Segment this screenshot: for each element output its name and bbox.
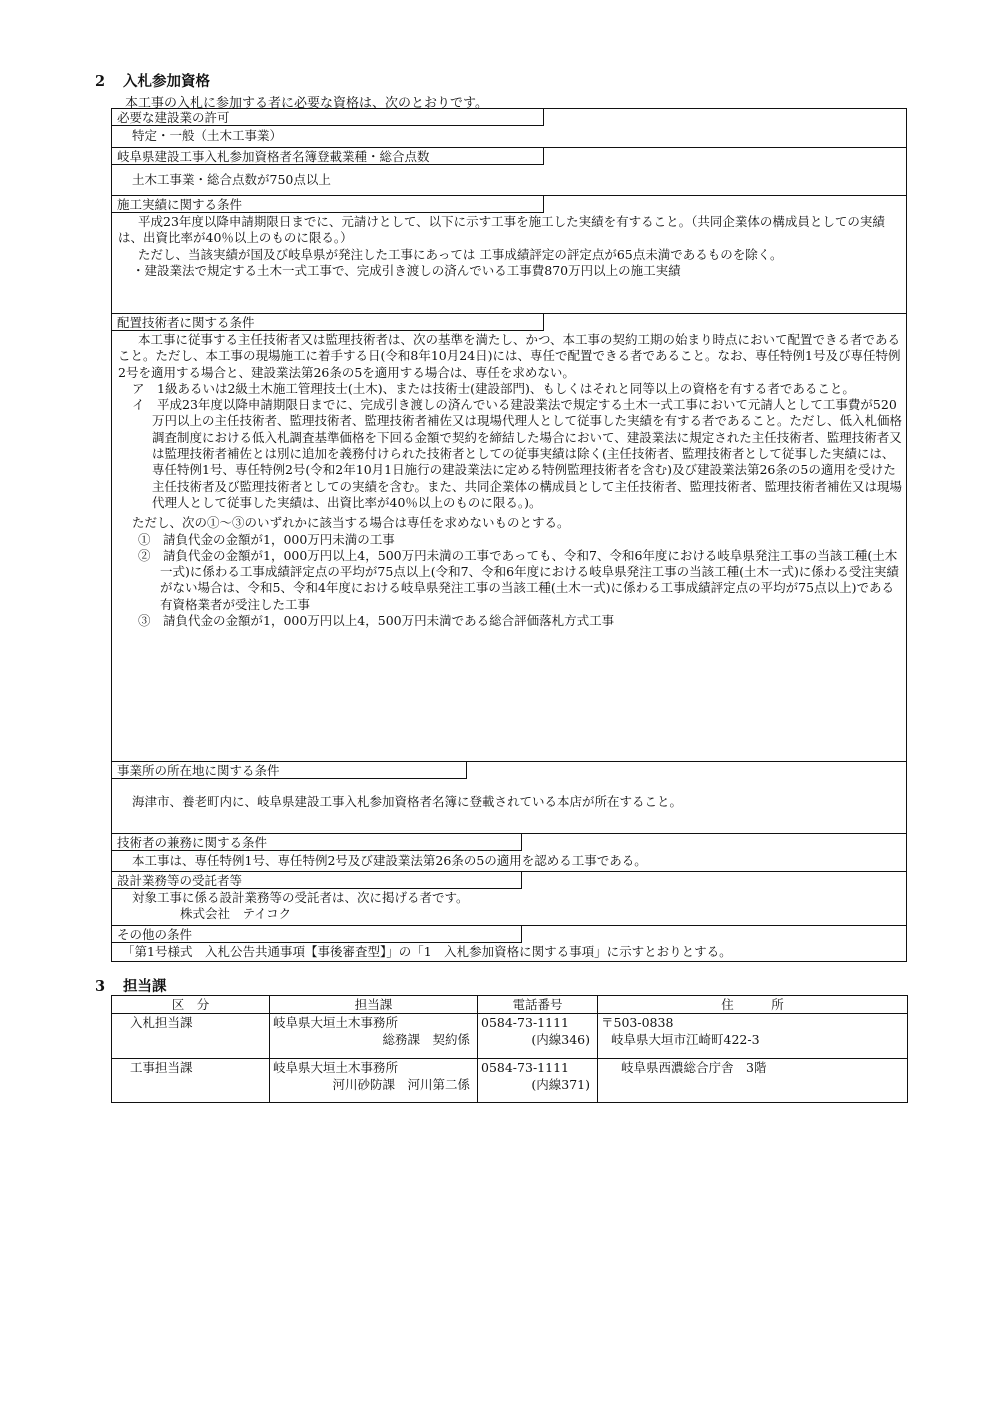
phone-extension: (内線371) xyxy=(531,1076,590,1092)
block-label: 必要な建設業の許可 xyxy=(112,109,544,126)
engineer-paragraph: 本工事に従事する主任技術者又は監理技術者は、次の基準を満たし、かつ、本工事の契約工期の始まり時点において配置できる者であること。ただし、本工事の現場施工に着手する日(令和8年10月24日)には、専任で配置できる者であること。なお、専任特例1号及び専任特例2号を適用する場合と、建設業法第26条の5を適用する場合は、専任を求めない。 xyxy=(118,332,901,380)
qualifications-box xyxy=(111,108,907,962)
address-cell xyxy=(598,1014,908,1059)
address-cell xyxy=(598,1058,908,1103)
block-text: 土木工事業・総合点数が750点以上 xyxy=(132,172,331,187)
block-text: 「第1号様式 入札公告共通事項【事後審査型】」の「1 入札参加資格に関する事項」に示すとおりとする。 xyxy=(122,944,732,959)
section-intro: 本工事の入札に参加する者に必要な資格は、次のとおりです。 xyxy=(125,96,488,111)
engineer-item-a: ア 1級あるいは2級土木施工管理技士(土木)、または技術士(建設部門)、もしくはそれと同等以上の資格を有する者であること。 xyxy=(132,380,855,396)
header-department: 担当課 xyxy=(270,996,478,1014)
design-company: 株式会社 テイコク xyxy=(180,906,292,922)
block-text: 本工事は、専任特例1号、専任特例2号及び建設業法第26条の5の適用を認める工事である。 xyxy=(132,853,647,868)
phone-number: 0584-73-1111 xyxy=(481,1059,569,1075)
block-other xyxy=(112,925,906,963)
section-2-heading xyxy=(95,70,210,91)
header-address: 住 所 xyxy=(598,996,908,1014)
block-label: 配置技術者に関する条件 xyxy=(112,314,544,331)
block-license xyxy=(112,109,906,147)
block-label: 技術者の兼務に関する条件 xyxy=(112,834,522,851)
engineer-case-1: ① 請負代金の金額が1，000万円未満の工事 xyxy=(138,531,395,547)
header-phone: 電話番号 xyxy=(478,996,598,1014)
address-building: 岐阜県西濃総合庁舎 3階 xyxy=(621,1059,767,1075)
engineer-item-i: イ 平成23年度以降申請期限日までに、完成引き渡しの済んでいる建設業法で規定する土木一式工事において元請人として工事費が520万円以上の主任技術者、監理技術者、監理技術者補佐又は現場代理人として従事した実績を有する者であること。ただし、低入札価格調査制度における低入札調査基準価格を下回る金額で契約を締結した場合において、建設業法に規定された主任技術者、監理技術者又は監理技術者補佐とは別に追加を義務付けられた技術者としての従事実績は除く(主任技術者、監理技術者として従事した実績には、専任特例1号、専任特例2号(令和2年10月1日施行の建設業法に定める特例監理技術者を含む)及び建設業法第26条の5の適用を受けた主任技術者及び監理技術者としての実績を含む。また、共同企業体の構成員として主任技術者、監理技術者、監理技術者補佐又は現場代理人として従事した実績は、出資比率が40％以上のものに限る。)。 xyxy=(132,397,903,510)
department-cell xyxy=(270,1058,478,1103)
table-row xyxy=(112,1014,908,1059)
phone-number: 0584-73-1111 xyxy=(481,1015,569,1030)
section-number: 2 xyxy=(95,73,106,90)
department-office: 岐阜県大垣土木事務所 xyxy=(273,1015,399,1030)
section-title: 入札参加資格 xyxy=(123,73,210,90)
experience-requirement: ・建設業法で規定する土木一式工事で、完成引き渡しの済んでいる工事費870万円以上の施工実績 xyxy=(132,262,681,278)
section-3-heading xyxy=(95,975,167,996)
block-experience xyxy=(112,195,906,313)
experience-exception: ただし、当該実績が国及び岐阜県が発注した工事にあっては 工事成績評定の評定点が65点未満であるものを除く。 xyxy=(138,246,783,262)
department-section: 河川砂防課 河川第二係 xyxy=(332,1076,470,1092)
department-office: 岐阜県大垣土木事務所 xyxy=(273,1059,399,1075)
section-number: 3 xyxy=(95,978,106,995)
block-label: 岐阜県建設工事入札参加資格者名簿登載業種・総合点数 xyxy=(112,148,544,165)
engineer-exemption: ただし、次の①～③のいずれかに該当する場合は専任を求めないものとする。 xyxy=(132,515,570,531)
block-label: その他の条件 xyxy=(112,926,522,943)
category-cell: 入札担当課 xyxy=(112,1014,270,1059)
block-office xyxy=(112,761,906,833)
address-postal: 〒503-0838 xyxy=(601,1015,674,1030)
department-cell xyxy=(270,1014,478,1059)
block-text: 対象工事に係る設計業務等の受託者は、次に掲げる者です。 xyxy=(132,890,469,905)
header-category: 区 分 xyxy=(112,996,270,1014)
experience-paragraph: 平成23年度以降申請期限日までに、元請けとして、以下に示す工事を施工した実績を有すること。（共同企業体の構成員としての実績は、出資比率が40％以上のものに限る。） xyxy=(118,214,885,246)
phone-extension: (内線346) xyxy=(531,1032,590,1047)
address-extra xyxy=(601,1076,904,1093)
block-text: 特定・一般（土木工事業） xyxy=(132,128,283,143)
table-header-row xyxy=(112,996,908,1014)
address-street: 岐阜県大垣市江崎町422-3 xyxy=(611,1032,760,1047)
section-title: 担当課 xyxy=(123,978,167,995)
block-design xyxy=(112,871,906,925)
block-label: 設計業務等の受託者等 xyxy=(112,872,522,889)
department-section: 総務課 契約係 xyxy=(382,1032,470,1047)
phone-cell xyxy=(478,1058,598,1103)
block-engineer xyxy=(112,313,906,761)
block-label: 施工実績に関する条件 xyxy=(112,196,544,213)
block-label: 事業所の所在地に関する条件 xyxy=(112,762,467,779)
engineer-case-2: ② 請負代金の金額が1，000万円以上4，500万円未満の工事であっても、令和7、令和6年度における岐阜県発注工事の当該工種(土木一式)に係わる工事成績評定点の平均が75点以上(令和7、令和6年度における岐阜県発注工事の当該工種(土木一式)に係わる受注実績がない場合は、令和5、令和4年度における岐阜県発注工事の当該工種(土木一式)に係わる工事成績評定点の平均が75点以上)である有資格業者が受注した工事 xyxy=(138,547,899,612)
block-registry xyxy=(112,147,906,195)
phone-cell xyxy=(478,1014,598,1059)
contacts-table xyxy=(111,995,908,1103)
block-text: 海津市、養老町内に、岐阜県建設工事入札参加資格者名簿に登載されている本店が所在すること。 xyxy=(132,794,683,809)
category-cell: 工事担当課 xyxy=(112,1058,270,1103)
engineer-case-3: ③ 請負代金の金額が1，000万円以上4，500万円未満である総合評価落札方式工事 xyxy=(138,613,615,629)
table-row xyxy=(112,1058,908,1103)
block-concurrent xyxy=(112,833,906,871)
